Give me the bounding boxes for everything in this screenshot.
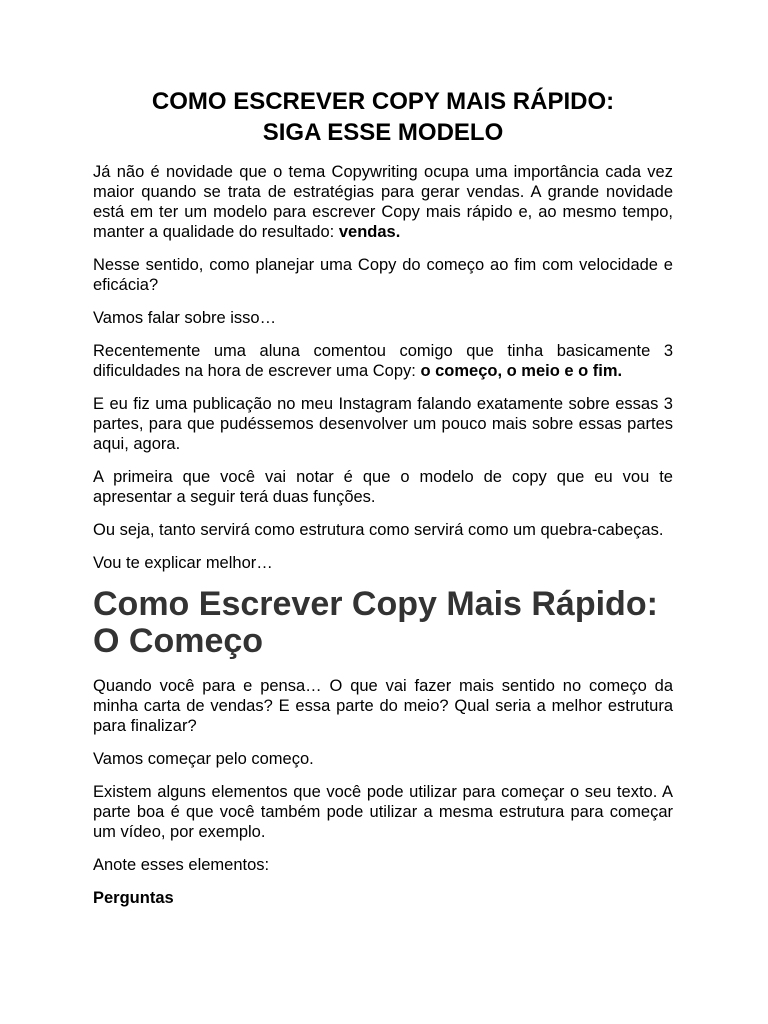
document-title-line-2: SIGA ESSE MODELO [262,119,504,146]
paragraph-first-notice: A primeira que você vai notar é que o modelo de copy que eu vou te apresentar a seguir terá duas funções. [93,468,673,506]
subheading-perguntas: Perguntas [93,889,174,907]
document-page [93,86,673,908]
paragraph-bold-text: o começo, o meio e o fim. [420,362,623,380]
paragraph-bold-text: vendas. [338,223,401,241]
document-title [93,86,673,148]
paragraph-puzzle: Ou seja, tanto servirá como estrutura como servirá como um quebra-cabeças. [93,521,664,539]
paragraph-elements: Existem alguns elementos que você pode utilizar para começar o seu texto. A parte boa é que você também pode utilizar a mesma estrutura para começar um vídeo, por exemplo. [93,783,673,841]
paragraph-start: Vamos começar pelo começo. [93,750,314,768]
paragraph-text: Recentemente uma aluna comentou comigo que tinha basicamente 3 dificuldades na hora de escrever uma Copy: [93,342,673,380]
section-heading [93,586,673,660]
paragraph-lets-talk: Vamos falar sobre isso… [93,309,277,327]
paragraph-when-you-think: Quando você para e pensa… O que vai fazer mais sentido no começo da minha carta de vendas? E essa parte do meio? Qual seria a melhor estrutura para finalizar? [93,677,673,735]
paragraph-question: Nesse sentido, como planejar uma Copy do começo ao fim com velocidade e eficácia? [93,256,673,294]
paragraph-intro [93,162,673,242]
paragraph-note-elements: Anote esses elementos: [93,856,270,874]
paragraph-instagram: E eu fiz uma publicação no meu Instagram falando exatamente sobre essas 3 partes, para que pudéssemos desenvolver um pouco mais sobre essas partes aqui, agora. [93,395,673,453]
section-heading-line-1: Como Escrever Copy Mais Rápido: [93,585,658,623]
section-heading-line-2: O Começo [93,622,264,660]
paragraph-explain: Vou te explicar melhor… [93,554,273,572]
paragraph-student [93,341,673,381]
document-title-line-1: COMO ESCREVER COPY MAIS RÁPIDO: [151,88,615,115]
paragraph-text: Já não é novidade que o tema Copywriting ocupa uma importância cada vez maior quando se trata de estratégias para gerar vendas. A grande novidade está em ter um modelo para escrever Copy mais rápido e, ao mesmo tempo, manter a qualidade do resultado: [93,163,673,241]
